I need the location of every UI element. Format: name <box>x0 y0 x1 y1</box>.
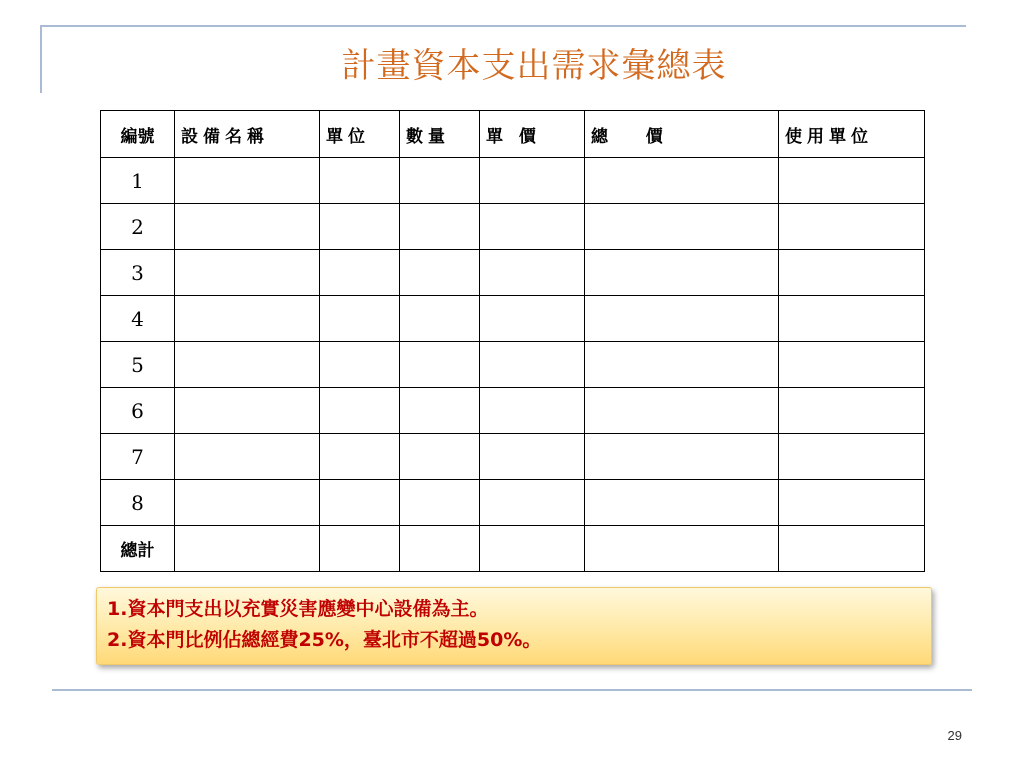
cell-total-price <box>585 296 779 342</box>
note-line-1: 1.資本門支出以充實災害應變中心設備為主。 <box>107 598 489 620</box>
cell-equipment-name <box>175 296 320 342</box>
row-number: 6 <box>101 388 175 434</box>
cell-total-price <box>585 158 779 204</box>
row-number: 4 <box>101 296 175 342</box>
row-number: 5 <box>101 342 175 388</box>
table-row <box>101 204 925 250</box>
header-unit: 單位 <box>320 111 400 158</box>
cell-unit <box>320 434 400 480</box>
row-number: 1 <box>101 158 175 204</box>
page-number: 29 <box>947 728 962 743</box>
cell-using-department <box>779 388 925 434</box>
cell-unit <box>320 250 400 296</box>
cell-total-price <box>585 526 779 572</box>
cell-equipment-name <box>175 342 320 388</box>
cell-using-department <box>779 342 925 388</box>
cell-total-price <box>585 388 779 434</box>
slide-title: 計畫資本支出需求彙總表 <box>341 46 727 86</box>
cell-using-department <box>779 204 925 250</box>
header-row <box>101 111 925 158</box>
cell-unit-price <box>480 204 585 250</box>
notes-box <box>96 587 932 665</box>
cell-total-price <box>585 250 779 296</box>
table-row <box>101 434 925 480</box>
cell-total-price <box>585 342 779 388</box>
cell-using-department <box>779 250 925 296</box>
cell-unit-price <box>480 342 585 388</box>
table-row <box>101 480 925 526</box>
header-total-price: 總 價 <box>585 111 779 158</box>
cell-unit-price <box>480 388 585 434</box>
cell-using-department <box>779 158 925 204</box>
table-row <box>101 342 925 388</box>
cell-unit <box>320 526 400 572</box>
cell-using-department <box>779 296 925 342</box>
cell-total-price <box>585 480 779 526</box>
cell-equipment-name <box>175 526 320 572</box>
cell-unit <box>320 388 400 434</box>
cell-equipment-name <box>175 388 320 434</box>
cell-equipment-name <box>175 250 320 296</box>
cell-unit-price <box>480 480 585 526</box>
cell-equipment-name <box>175 204 320 250</box>
cell-total-price <box>585 204 779 250</box>
footer-divider <box>52 689 972 691</box>
cell-equipment-name <box>175 158 320 204</box>
cell-using-department <box>779 434 925 480</box>
header-unit-price: 單 價 <box>480 111 585 158</box>
cell-using-department <box>779 526 925 572</box>
row-number: 7 <box>101 434 175 480</box>
table-row <box>101 388 925 434</box>
frame-left-line <box>40 25 42 93</box>
cell-unit-price <box>480 158 585 204</box>
header-quantity: 數量 <box>400 111 480 158</box>
cell-unit <box>320 158 400 204</box>
cell-unit-price <box>480 526 585 572</box>
cell-quantity <box>400 296 480 342</box>
cell-quantity <box>400 250 480 296</box>
frame-top-line <box>40 25 966 27</box>
cell-unit <box>320 296 400 342</box>
cell-unit-price <box>480 434 585 480</box>
cell-equipment-name <box>175 480 320 526</box>
total-row <box>101 526 925 572</box>
cell-quantity <box>400 434 480 480</box>
cell-unit <box>320 480 400 526</box>
header-id: 編號 <box>101 111 175 158</box>
cell-quantity <box>400 204 480 250</box>
capital-expenditure-table <box>100 110 925 572</box>
row-number: 8 <box>101 480 175 526</box>
table-row <box>101 158 925 204</box>
cell-quantity <box>400 388 480 434</box>
total-label: 總計 <box>101 526 175 572</box>
cell-unit-price <box>480 296 585 342</box>
cell-quantity <box>400 342 480 388</box>
cell-equipment-name <box>175 434 320 480</box>
cell-total-price <box>585 434 779 480</box>
header-using-department: 使用單位 <box>779 111 925 158</box>
row-number: 2 <box>101 204 175 250</box>
cell-quantity <box>400 480 480 526</box>
cell-using-department <box>779 480 925 526</box>
header-equipment-name: 設備名稱 <box>175 111 320 158</box>
note-line-2: 2.資本門比例佔總經費25%，臺北市不超過50%。 <box>107 629 542 651</box>
cell-quantity <box>400 158 480 204</box>
cell-quantity <box>400 526 480 572</box>
table-row <box>101 296 925 342</box>
cell-unit-price <box>480 250 585 296</box>
cell-unit <box>320 204 400 250</box>
cell-unit <box>320 342 400 388</box>
table-row <box>101 250 925 296</box>
row-number: 3 <box>101 250 175 296</box>
